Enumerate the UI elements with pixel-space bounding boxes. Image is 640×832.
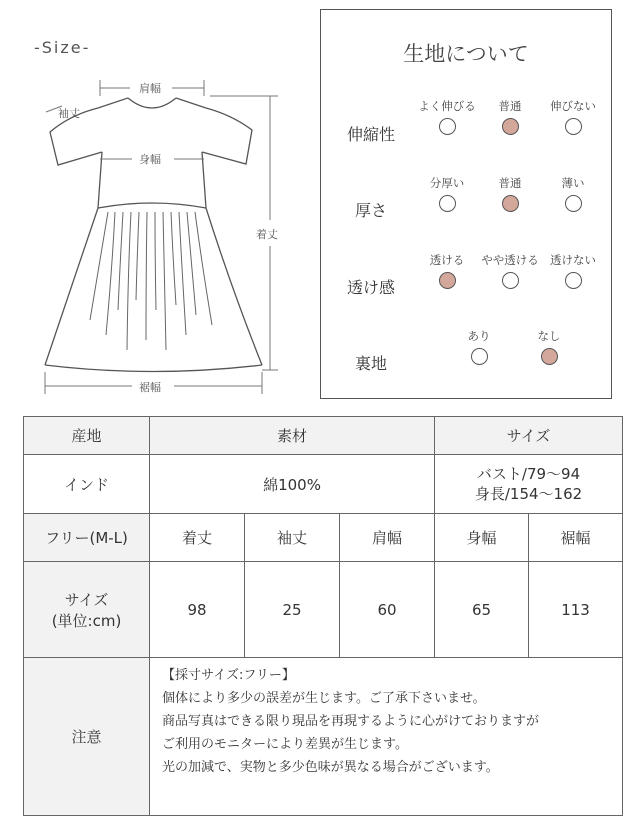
material-header: 素材	[150, 417, 435, 455]
table-row	[24, 658, 623, 816]
option-circle	[439, 195, 456, 212]
note-line: 【採寸サイズ:フリー】	[162, 668, 295, 683]
size-unit-label	[24, 562, 150, 658]
option-circle-selected	[502, 195, 519, 212]
fabric-option: 普通	[470, 98, 550, 135]
option-circle	[502, 272, 519, 289]
fabric-option: よく伸びる	[407, 98, 487, 135]
fabric-option: なし	[509, 328, 589, 365]
fabric-option: 透ける	[407, 252, 487, 289]
option-circle-selected	[439, 272, 456, 289]
option-circle	[565, 195, 582, 212]
value-length: 98	[150, 562, 245, 658]
option-circle-selected	[541, 348, 558, 365]
option-circle-selected	[502, 118, 519, 135]
table-row	[24, 417, 623, 455]
option-circle	[439, 118, 456, 135]
value-body: 65	[435, 562, 529, 658]
size-title: -Size-	[34, 38, 91, 57]
note-line: ご利用のモニターにより差異が生じます。	[162, 737, 408, 752]
hem-label: 裾幅	[139, 381, 161, 394]
fabric-option: 薄い	[533, 175, 613, 212]
note-line: 光の加減で、実物と多少色味が異なる場合がございます。	[162, 760, 499, 775]
col-body: 身幅	[435, 514, 529, 562]
option-circle	[565, 118, 582, 135]
fabric-title: 生地について	[403, 42, 529, 66]
fabric-row-label: 伸縮性	[346, 125, 395, 144]
value-shoulder: 60	[340, 562, 435, 658]
fabric-row-label: 裏地	[354, 354, 387, 373]
dress-diagram	[0, 60, 300, 410]
fabric-option: 伸びない	[533, 98, 613, 135]
option-circle	[565, 272, 582, 289]
col-sleeve: 袖丈	[245, 514, 340, 562]
size-unit-line1: サイズ	[64, 590, 109, 609]
measure-lines	[45, 80, 278, 394]
col-shoulder: 肩幅	[340, 514, 435, 562]
size-unit-line2: (単位:cm)	[51, 611, 122, 630]
fabric-option: 透けない	[533, 252, 613, 289]
value-hem: 113	[529, 562, 623, 658]
notes-label: 注意	[24, 658, 150, 816]
notes-content	[150, 658, 623, 816]
sleeve-label: 袖丈	[58, 107, 80, 120]
fabric-row-label: 透け感	[346, 278, 395, 297]
size-height: 身長/154〜162	[474, 485, 583, 503]
table-row	[24, 514, 623, 562]
dress-outline	[45, 98, 262, 372]
size-bust: バスト/79〜94	[476, 465, 581, 483]
note-line: 個体により多少の誤差が生じます。ご了承下さいませ。	[162, 691, 486, 706]
origin-value: インド	[24, 455, 150, 514]
size-header: サイズ	[435, 417, 623, 455]
col-hem: 裾幅	[529, 514, 623, 562]
fabric-panel	[320, 9, 612, 399]
origin-header: 産地	[24, 417, 150, 455]
shoulder-label: 肩幅	[139, 82, 161, 95]
value-sleeve: 25	[245, 562, 340, 658]
table-row	[24, 455, 623, 514]
material-value: 綿100%	[150, 455, 435, 514]
fabric-option: あり	[439, 328, 519, 365]
size-values	[435, 455, 623, 514]
fabric-option: 普通	[470, 175, 550, 212]
body-width-label: 身幅	[139, 153, 161, 166]
spec-table	[23, 416, 623, 816]
note-line: 商品写真はできる限り現品を再現するように心がけておりますが	[162, 714, 540, 729]
fabric-row-label: 厚さ	[354, 201, 387, 220]
col-length: 着丈	[150, 514, 245, 562]
fabric-option: やや透ける	[470, 252, 550, 289]
table-row	[24, 562, 623, 658]
skirt-gathers	[90, 212, 212, 350]
fabric-option: 分厚い	[407, 175, 487, 212]
free-size-label: フリー(M-L)	[24, 514, 150, 562]
option-circle	[471, 348, 488, 365]
length-label: 着丈	[256, 228, 278, 241]
